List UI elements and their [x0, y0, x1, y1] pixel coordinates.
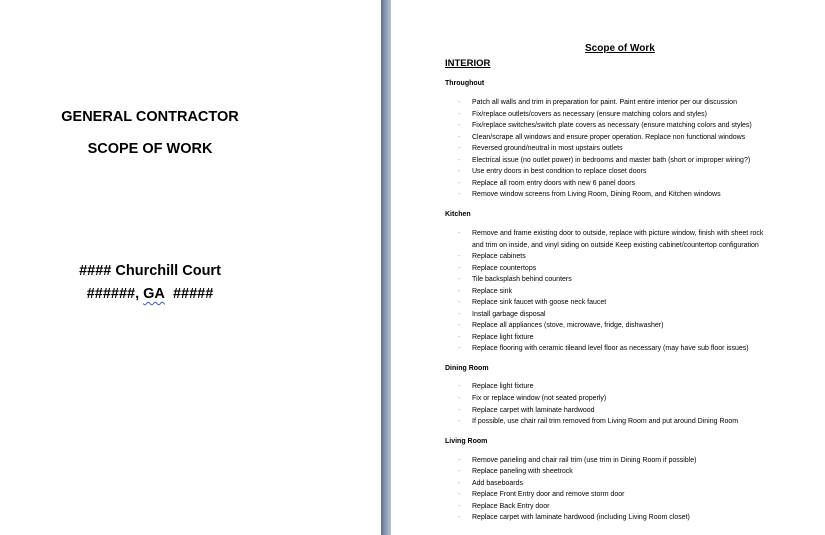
- list-item: - Replace flooring with ceramic tileand level floor as necessary (may have sub floor issues): [458, 345, 749, 352]
- cover-address-street: #### Churchill Court: [79, 263, 221, 279]
- bullet: -: [458, 265, 461, 272]
- list-item: - Remove and frame existing door to outside, replace with picture window, finish with sheet rock: [458, 230, 764, 237]
- bullet: -: [458, 407, 461, 414]
- list-item: - Replace Back Entry door: [458, 503, 550, 510]
- page-gutter: [381, 0, 391, 535]
- list-item: - Replace sink: [458, 288, 513, 295]
- list-item: - Fix/replace switches/switch plate covers as necessary (ensure matching colors and styles): [458, 122, 752, 129]
- cover-address-city-line: [0, 286, 300, 302]
- bullet: -: [458, 134, 461, 141]
- list-item: - Replace carpet with laminate hardwood (including Living Room closet): [458, 514, 690, 521]
- bullet: -: [458, 480, 461, 487]
- bullet: -: [458, 288, 461, 295]
- group-heading-throughout: Throughout: [445, 80, 485, 87]
- list-item: - Electrical issue (no outlet power) in bedrooms and master bath (short or improper wiring?): [458, 157, 751, 164]
- list-item: - Replace paneling with sheetrock: [458, 468, 573, 475]
- cover-address-state: GA: [143, 286, 165, 302]
- bullet: -: [458, 457, 461, 464]
- bullet: -: [458, 514, 461, 521]
- bullet: -: [458, 418, 461, 425]
- list-item: - Add baseboards: [458, 480, 523, 487]
- list-item: - Install garbage disposal: [458, 311, 546, 318]
- list-item: - Remove paneling and chair rail trim (use trim in Dining Room if possible): [458, 457, 697, 464]
- list-item: - Replace Front Entry door and remove storm door: [458, 491, 625, 498]
- bullet: -: [458, 322, 461, 329]
- list-item: - Use entry doors in best condition to replace closet doors: [458, 168, 647, 175]
- list-item: - Replace sink faucet with goose neck faucet: [458, 299, 607, 306]
- bullet: -: [458, 395, 461, 402]
- document-title: Scope of Work: [585, 43, 655, 54]
- bullet: -: [458, 122, 461, 129]
- bullet: -: [458, 503, 461, 510]
- cover-address-zip: #####: [172, 286, 214, 302]
- cover-title-line2: SCOPE OF WORK: [87, 141, 213, 157]
- bullet: -: [458, 383, 461, 390]
- bullet: -: [458, 191, 461, 198]
- bullet: -: [458, 180, 461, 187]
- group-heading-dining-room: Dining Room: [445, 365, 489, 372]
- list-item: - Replace all appliances (stove, microwave, fridge, dishwasher): [458, 322, 664, 329]
- section-title-interior: INTERIOR: [445, 58, 491, 69]
- list-item: - Replace cabinets: [458, 253, 526, 260]
- bullet: -: [458, 276, 461, 283]
- list-item: - Replace carpet with laminate hardwood: [458, 407, 595, 414]
- bullet: -: [458, 491, 461, 498]
- bullet: -: [458, 311, 461, 318]
- bullet: -: [458, 168, 461, 175]
- list-item: - If possible, use chair rail trim removed from Living Room and put around Dining Room: [458, 418, 739, 425]
- bullet: -: [458, 253, 461, 260]
- list-item: - Remove window screens from Living Room, Dining Room, and Kitchen windows: [458, 191, 721, 198]
- cover-address-city: ######,: [86, 286, 140, 302]
- group-heading-kitchen: Kitchen: [445, 211, 471, 218]
- list-item: - Clean/scrape all windows and ensure proper operation. Replace non functional windows: [458, 134, 746, 141]
- list-item-continuation: and trim on inside, and vinyl siding on outside Keep existing cabinet/countertop configuration: [472, 242, 759, 249]
- bullet: -: [458, 468, 461, 475]
- list-item: - Tile backsplash behind counters: [458, 276, 572, 283]
- bullet: -: [458, 157, 461, 164]
- bullet: -: [458, 111, 461, 118]
- cover-page: [0, 0, 381, 535]
- bullet: -: [458, 345, 461, 352]
- bullet: -: [458, 230, 461, 237]
- list-item: - Replace all room entry doors with new 6 panel doors: [458, 180, 636, 187]
- list-item: - Replace countertops: [458, 265, 537, 272]
- bullet: -: [458, 145, 461, 152]
- bullet: -: [458, 99, 461, 106]
- group-heading-living-room: Living Room: [445, 438, 488, 445]
- bullet: -: [458, 299, 461, 306]
- list-item: - Patch all walls and trim in preparation for paint. Paint entire interior per our discussion: [458, 99, 737, 106]
- bullet: -: [458, 334, 461, 341]
- cover-title-line1: GENERAL CONTRACTOR: [61, 109, 239, 125]
- list-item: - Replace light fixture: [458, 334, 534, 341]
- list-item: - Reversed ground/neutral in most upstairs outlets: [458, 145, 623, 152]
- list-item: - Replace light fixture: [458, 383, 534, 390]
- list-item: - Fix or replace window (not seated properly): [458, 395, 607, 402]
- list-item: - Fix/replace outlets/covers as necessary (ensure matching colors and styles): [458, 111, 707, 118]
